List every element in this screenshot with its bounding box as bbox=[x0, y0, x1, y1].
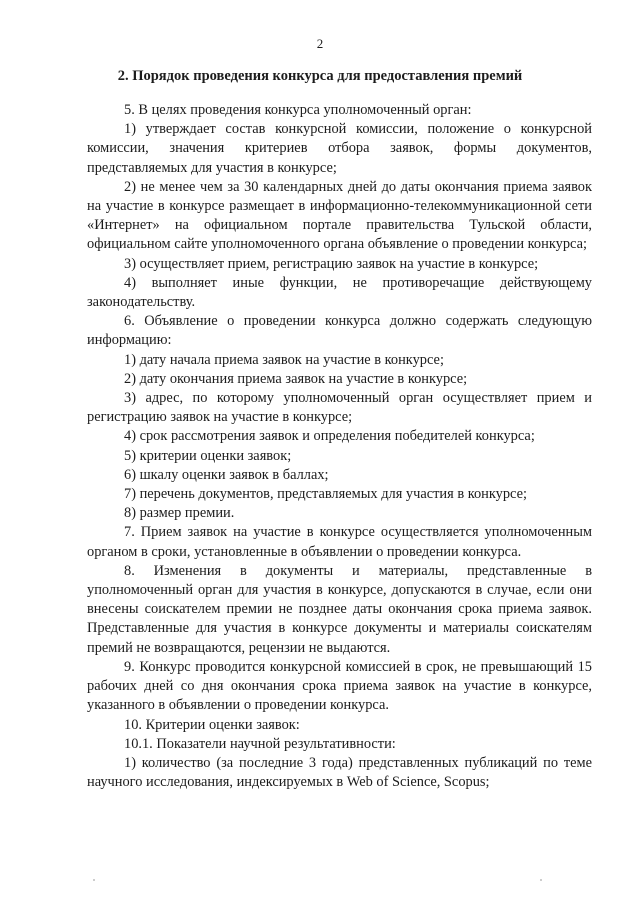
paragraph-5-item-3: 3) осуществляет прием, регистрацию заявок на участие в конкурсе; bbox=[124, 255, 539, 272]
paragraph-5-item-4: 4) выполняет иные функции, не противоречащие действующему законодательству. bbox=[87, 274, 592, 311]
paragraph-10-1-item-1: 1) количество (за последние 3 года) представленных публикаций по теме научного исследования, индексируемых в Web of Science, Scopus; bbox=[87, 754, 592, 791]
paragraph-6-item-2: 2) дату окончания приема заявок на участие в конкурсе; bbox=[124, 370, 468, 387]
scan-speck bbox=[540, 879, 542, 881]
paragraph-6-item-6: 6) шкалу оценки заявок в баллах; bbox=[124, 466, 329, 483]
page-number: 2 bbox=[316, 36, 324, 51]
paragraph-6-item-4: 4) срок рассмотрения заявок и определения победителей конкурса; bbox=[124, 428, 535, 445]
paragraph-6-item-7: 7) перечень документов, представляемых для участия в конкурсе; bbox=[124, 486, 527, 503]
paragraph-5: 5. В целях проведения конкурса уполномоченный орган: bbox=[124, 102, 472, 118]
paragraph-5-item-2: 2) не менее чем за 30 календарных дней до даты окончания приема заявок на участие в конкурсе размещает в информационно-телекоммуникационной сети «Интернет» на официальном портале правительства Тульской области, официальном сайте уполномоченного органа объявление о проведении конкурса; bbox=[87, 178, 592, 253]
section-title: 2. Порядок проведения конкурса для предоставления премий bbox=[117, 68, 523, 84]
paragraph-10-1: 10.1. Показатели научной результативности: bbox=[124, 735, 396, 752]
paragraph-9: 9. Конкурс проводится конкурсной комиссией в срок, не превышающий 15 рабочих дней со дня окончания срока приема заявок на участие в конкурсе, указанного в объявлении о проведении конкурса. bbox=[87, 658, 592, 714]
paragraph-6-item-3: 3) адрес, по которому уполномоченный орган осуществляет прием и регистрацию заявок на участие в конкурсе; bbox=[87, 390, 592, 426]
paragraph-5-item-1: 1) утверждает состав конкурсной комиссии, положение о конкурсной комиссии, значения критериев отбора заявок, формы документов, представляемых для участия в конкурсе; bbox=[87, 121, 592, 176]
paragraph-6-item-8: 8) размер премии. bbox=[124, 505, 235, 522]
paragraph-6-item-5: 5) критерии оценки заявок; bbox=[124, 447, 292, 464]
document-body bbox=[87, 101, 592, 792]
paragraph-6: 6. Объявление о проведении конкурса должно содержать следующую информацию: bbox=[87, 313, 592, 349]
paragraph-7: 7. Прием заявок на участие в конкурсе осуществляется уполномоченным органом в сроки, установленные в объявлении о проведении конкурса. bbox=[87, 524, 592, 560]
paragraph-6-item-1: 1) дату начала приема заявок на участие в конкурсе; bbox=[124, 351, 444, 368]
scan-speck bbox=[93, 879, 95, 881]
paragraph-10: 10. Критерии оценки заявок: bbox=[124, 716, 300, 733]
paragraph-8: 8. Изменения в документы и материалы, представленные в уполномоченный орган для участия в конкурсе, допускаются в случае, если они внесены соискателем премии не позднее даты окончания срока приема заявок. Представленные для участия в конкурсе документы и материалы соискателям премий не возвращаются, рецензии не выдаются. bbox=[87, 562, 592, 656]
